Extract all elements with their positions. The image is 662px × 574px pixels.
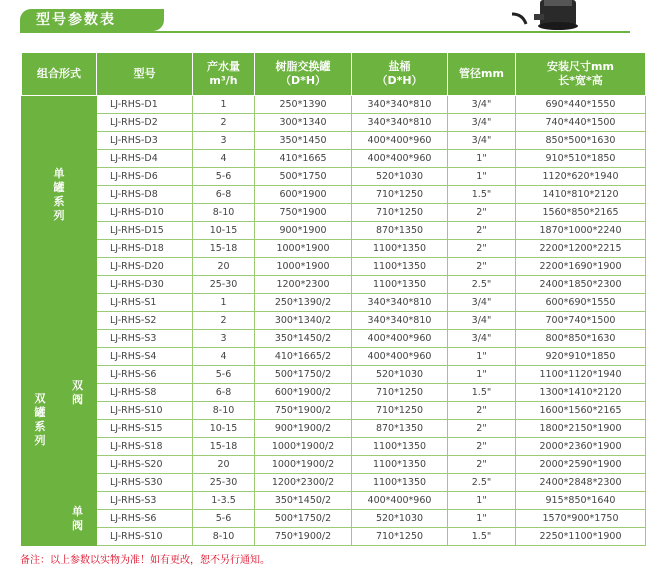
cell-size: 700*740*1500 [516, 312, 646, 330]
cell-pipe: 1" [448, 168, 516, 186]
table-row [22, 168, 646, 186]
cell-pipe: 1.5" [448, 528, 516, 546]
cell-flow: 6-8 [193, 186, 255, 204]
cell-size: 1870*1000*2240 [516, 222, 646, 240]
table-row [22, 132, 646, 150]
cell-resin: 1200*2300 [255, 276, 352, 294]
cell-flow: 5-6 [193, 366, 255, 384]
cell-pipe: 1" [448, 510, 516, 528]
table-row [22, 204, 646, 222]
cell-model: LJ-RHS-D15 [97, 222, 193, 240]
cell-brine: 340*340*810 [352, 96, 448, 114]
column-header [255, 53, 352, 96]
cell-model: LJ-RHS-S4 [97, 348, 193, 366]
footnote-text: 备注：以上参数以实物为准！如有更改，恕不另行通知。 [20, 555, 270, 566]
cell-size: 2400*2848*2300 [516, 474, 646, 492]
cell-resin: 350*1450/2 [255, 492, 352, 510]
group-single-tank-label: 单罐系列 [53, 166, 65, 222]
cell-flow: 8-10 [193, 528, 255, 546]
cell-size: 2000*2360*1900 [516, 438, 646, 456]
column-header [516, 53, 646, 96]
cell-size: 910*510*1850 [516, 150, 646, 168]
cell-resin: 410*1665/2 [255, 348, 352, 366]
cell-flow: 8-10 [193, 204, 255, 222]
cell-pipe: 1.5" [448, 186, 516, 204]
cell-flow: 2 [193, 114, 255, 132]
cell-size: 1300*1410*2120 [516, 384, 646, 402]
table-row [22, 420, 646, 438]
cell-size: 2400*1850*2300 [516, 276, 646, 294]
cell-brine: 710*1250 [352, 204, 448, 222]
cell-brine: 400*400*960 [352, 150, 448, 168]
cell-flow: 1 [193, 96, 255, 114]
cell-size: 690*440*1550 [516, 96, 646, 114]
page-title: 型号参数表 [36, 12, 116, 28]
cell-size: 2000*2590*1900 [516, 456, 646, 474]
cell-size: 1600*1560*2165 [516, 402, 646, 420]
column-header-line1: 安装尺寸mm [547, 60, 614, 73]
cell-pipe: 3/4" [448, 132, 516, 150]
cell-resin: 500*1750/2 [255, 366, 352, 384]
cell-model: LJ-RHS-D1 [97, 96, 193, 114]
cell-model: LJ-RHS-S18 [97, 438, 193, 456]
group-single-tank [22, 96, 97, 294]
cell-pipe: 1" [448, 150, 516, 168]
cell-pipe: 3/4" [448, 294, 516, 312]
cell-model: LJ-RHS-S2 [97, 312, 193, 330]
cell-flow: 20 [193, 456, 255, 474]
cell-size: 2200*1690*1900 [516, 258, 646, 276]
cell-flow: 15-18 [193, 240, 255, 258]
table-row [22, 510, 646, 528]
table-row [22, 528, 646, 546]
table-row [22, 474, 646, 492]
cell-resin: 750*1900/2 [255, 402, 352, 420]
cell-pipe: 2" [448, 402, 516, 420]
cell-flow: 8-10 [193, 402, 255, 420]
cell-brine: 1100*1350 [352, 438, 448, 456]
column-header-line2: m³/h [209, 74, 238, 87]
cell-brine: 870*1350 [352, 420, 448, 438]
cell-flow: 5-6 [193, 510, 255, 528]
table-row [22, 492, 646, 510]
cell-pipe: 2" [448, 204, 516, 222]
column-header [193, 53, 255, 96]
cell-pipe: 2.5" [448, 474, 516, 492]
cell-flow: 10-15 [193, 420, 255, 438]
cell-flow: 20 [193, 258, 255, 276]
cell-brine: 710*1250 [352, 186, 448, 204]
column-header-line1: 组合形式 [37, 67, 81, 80]
table-row [22, 348, 646, 366]
cell-model: LJ-RHS-S15 [97, 420, 193, 438]
cell-brine: 400*400*960 [352, 330, 448, 348]
cell-flow: 3 [193, 330, 255, 348]
cell-model: LJ-RHS-S30 [97, 474, 193, 492]
cell-flow: 1 [193, 294, 255, 312]
cell-size: 915*850*1640 [516, 492, 646, 510]
group-single-valve [59, 492, 97, 546]
cell-resin: 1000*1900 [255, 258, 352, 276]
cell-brine: 340*340*810 [352, 114, 448, 132]
cell-model: LJ-RHS-S3 [97, 330, 193, 348]
cell-resin: 350*1450 [255, 132, 352, 150]
cell-resin: 250*1390/2 [255, 294, 352, 312]
cell-size: 1100*1120*1940 [516, 366, 646, 384]
cell-pipe: 3/4" [448, 312, 516, 330]
cell-brine: 340*340*810 [352, 294, 448, 312]
table-row [22, 456, 646, 474]
table-header-row [22, 53, 646, 96]
cell-resin: 500*1750/2 [255, 510, 352, 528]
cell-flow: 25-30 [193, 474, 255, 492]
cell-flow: 4 [193, 348, 255, 366]
table-row [22, 150, 646, 168]
spec-table [21, 52, 646, 546]
cell-model: LJ-RHS-S10 [97, 528, 193, 546]
cell-resin: 750*1900/2 [255, 528, 352, 546]
table-row [22, 384, 646, 402]
cell-size: 1120*620*1940 [516, 168, 646, 186]
group-double-tank-label: 双罐系列 [34, 391, 46, 447]
column-header-line2: 长*宽*高 [558, 74, 603, 87]
cell-resin: 300*1340/2 [255, 312, 352, 330]
column-header-line1: 树脂交换罐 [275, 60, 331, 73]
cell-brine: 1100*1350 [352, 240, 448, 258]
group-double-tank [22, 294, 59, 546]
cell-size: 1410*810*2120 [516, 186, 646, 204]
cell-pipe: 2" [448, 222, 516, 240]
column-header [448, 53, 516, 96]
cell-size: 2250*1100*1900 [516, 528, 646, 546]
cell-resin: 600*1900 [255, 186, 352, 204]
cell-size: 800*850*1630 [516, 330, 646, 348]
cell-model: LJ-RHS-S8 [97, 384, 193, 402]
cell-resin: 1000*1900/2 [255, 456, 352, 474]
cell-model: LJ-RHS-D4 [97, 150, 193, 168]
group-single-valve-label: 单阀 [72, 504, 83, 532]
cell-size: 920*910*1850 [516, 348, 646, 366]
cell-size: 1800*2150*1900 [516, 420, 646, 438]
softener-product-image [510, 0, 586, 30]
table-row [22, 114, 646, 132]
column-header-line2: （D*H） [376, 74, 423, 87]
table-body [22, 96, 646, 546]
cell-brine: 710*1250 [352, 384, 448, 402]
cell-resin: 1200*2300/2 [255, 474, 352, 492]
cell-brine: 870*1350 [352, 222, 448, 240]
cell-size: 1560*850*2165 [516, 204, 646, 222]
table-row [22, 222, 646, 240]
column-header [22, 53, 97, 96]
cell-brine: 1100*1350 [352, 276, 448, 294]
cell-model: LJ-RHS-S6 [97, 366, 193, 384]
cell-size: 2200*1200*2215 [516, 240, 646, 258]
cell-model: LJ-RHS-D6 [97, 168, 193, 186]
cell-pipe: 2" [448, 258, 516, 276]
cell-flow: 3 [193, 132, 255, 150]
cell-model: LJ-RHS-D18 [97, 240, 193, 258]
title-divider [20, 31, 630, 33]
cell-resin: 750*1900 [255, 204, 352, 222]
column-header-line1: 型号 [133, 67, 156, 80]
table-row [22, 240, 646, 258]
column-header [97, 53, 193, 96]
table-row [22, 294, 646, 312]
cell-model: LJ-RHS-D3 [97, 132, 193, 150]
cell-model: LJ-RHS-D8 [97, 186, 193, 204]
cell-brine: 400*400*960 [352, 348, 448, 366]
column-header-line1: 产水量 [207, 60, 240, 73]
cell-resin: 1000*1900 [255, 240, 352, 258]
cell-flow: 6-8 [193, 384, 255, 402]
column-header [352, 53, 448, 96]
table-row [22, 402, 646, 420]
table-row [22, 96, 646, 114]
cell-model: LJ-RHS-S10 [97, 402, 193, 420]
group-double-valve [59, 294, 97, 492]
cell-flow: 2 [193, 312, 255, 330]
cell-brine: 1100*1350 [352, 258, 448, 276]
cell-resin: 900*1900/2 [255, 420, 352, 438]
cell-resin: 600*1900/2 [255, 384, 352, 402]
cell-pipe: 2.5" [448, 276, 516, 294]
cell-model: LJ-RHS-D30 [97, 276, 193, 294]
cell-resin: 410*1665 [255, 150, 352, 168]
cell-flow: 4 [193, 150, 255, 168]
table-row [22, 330, 646, 348]
cell-pipe: 3/4" [448, 330, 516, 348]
cell-size: 600*690*1550 [516, 294, 646, 312]
table-row [22, 276, 646, 294]
cell-pipe: 2" [448, 456, 516, 474]
cell-pipe: 1" [448, 366, 516, 384]
table-row [22, 366, 646, 384]
cell-resin: 500*1750 [255, 168, 352, 186]
cell-flow: 5-6 [193, 168, 255, 186]
cell-resin: 900*1900 [255, 222, 352, 240]
cell-size: 1570*900*1750 [516, 510, 646, 528]
cell-brine: 520*1030 [352, 168, 448, 186]
table-row [22, 312, 646, 330]
cell-model: LJ-RHS-S1 [97, 294, 193, 312]
cell-model: LJ-RHS-D10 [97, 204, 193, 222]
cell-brine: 400*400*960 [352, 132, 448, 150]
cell-pipe: 2" [448, 438, 516, 456]
cell-flow: 10-15 [193, 222, 255, 240]
group-double-valve-label: 双阀 [72, 378, 83, 406]
cell-size: 740*440*1500 [516, 114, 646, 132]
cell-brine: 400*400*960 [352, 492, 448, 510]
cell-pipe: 1.5" [448, 384, 516, 402]
cell-flow: 1-3.5 [193, 492, 255, 510]
cell-pipe: 1" [448, 492, 516, 510]
cell-model: LJ-RHS-S3 [97, 492, 193, 510]
cell-pipe: 2" [448, 240, 516, 258]
table-row [22, 258, 646, 276]
cell-brine: 710*1250 [352, 402, 448, 420]
cell-pipe: 3/4" [448, 114, 516, 132]
cell-model: LJ-RHS-S20 [97, 456, 193, 474]
cell-model: LJ-RHS-S6 [97, 510, 193, 528]
column-header-line2: （D*H） [279, 74, 327, 87]
cell-model: LJ-RHS-D20 [97, 258, 193, 276]
cell-resin: 250*1390 [255, 96, 352, 114]
cell-brine: 340*340*810 [352, 312, 448, 330]
cell-size: 850*500*1630 [516, 132, 646, 150]
cell-flow: 25-30 [193, 276, 255, 294]
cell-model: LJ-RHS-D2 [97, 114, 193, 132]
cell-pipe: 3/4" [448, 96, 516, 114]
cell-resin: 300*1340 [255, 114, 352, 132]
cell-brine: 1100*1350 [352, 474, 448, 492]
cell-brine: 520*1030 [352, 366, 448, 384]
cell-pipe: 2" [448, 420, 516, 438]
cell-flow: 15-18 [193, 438, 255, 456]
cell-brine: 1100*1350 [352, 456, 448, 474]
table-row [22, 438, 646, 456]
column-header-line1: 盐桶 [388, 60, 411, 73]
cell-brine: 520*1030 [352, 510, 448, 528]
column-header-line1: 管径mm [459, 67, 504, 80]
table-row [22, 186, 646, 204]
cell-pipe: 1" [448, 348, 516, 366]
cell-brine: 710*1250 [352, 528, 448, 546]
cell-resin: 350*1450/2 [255, 330, 352, 348]
cell-resin: 1000*1900/2 [255, 438, 352, 456]
